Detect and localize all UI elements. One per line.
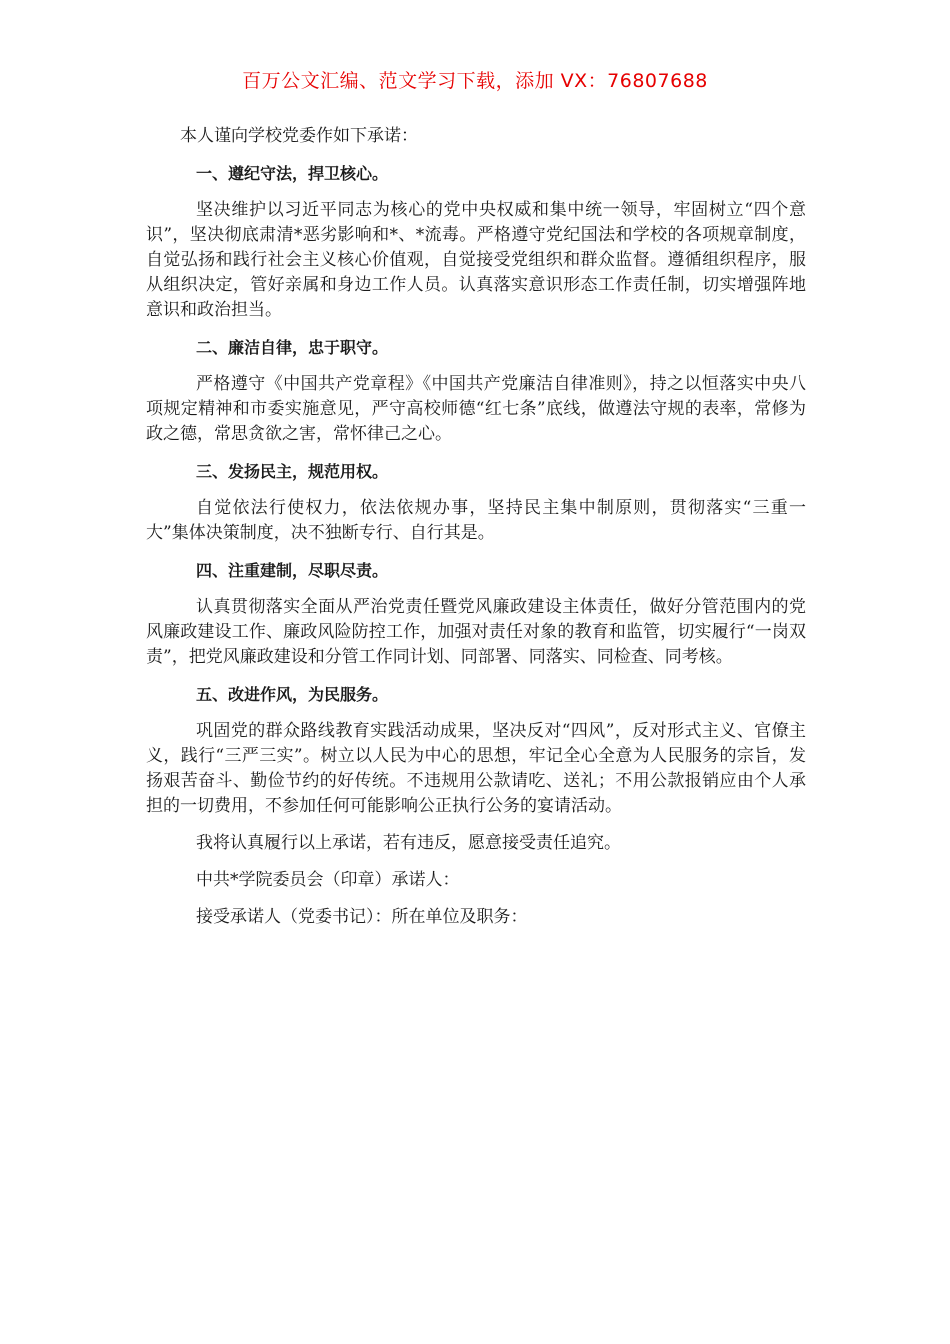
signature-committee: 中共*学院委员会（印章）承诺人： [196, 870, 460, 890]
section-body-5: 巩固党的群众路线教育实践活动成果，坚决反对“四风”，反对形式主义、官僚主义，践行“三严三实”。树立以人民为中心的思想，牢记全心全意为人民服务的宗旨，发扬艰苦奋斗、勤俭节约的好传统。不违规用公款请吃、送礼；不用公款报销应由个人承担的一切费用，不参加任何可能影响公正执行公务的宴请活动。 [146, 721, 806, 816]
document-body [146, 124, 806, 942]
section-heading-1: 一、遵纪守法，捍卫核心。 [196, 164, 389, 183]
section-heading-2: 二、廉洁自律，忠于职守。 [196, 338, 389, 357]
signature-secretary: 接受承诺人（党委书记）：所在单位及职务： [196, 907, 528, 927]
section-heading-3: 三、发扬民主，规范用权。 [196, 462, 389, 481]
pledge-statement: 我将认真履行以上承诺，若有违反，愿意接受责任追究。 [196, 833, 621, 853]
section-body-4: 认真贯彻落实全面从严治党责任暨党风廉政建设主体责任，做好分管范围内的党风廉政建设工作、廉政风险防控工作，加强对责任对象的教育和监管，切实履行“一岗双责”，把党风廉政建设和分管工作同计划、同部署、同落实、同检查、同考核。 [146, 597, 806, 667]
intro-text: 本人谨向学校党委作如下承诺： [180, 126, 418, 146]
section-body-2: 严格遵守《中国共产党章程》《中国共产党廉洁自律准则》，持之以恒落实中央八项规定精神和市委实施意见，严守高校师德“红七条”底线，做遵法守规的表率，常修为政之德，常思贪欲之害，常怀律己之心。 [146, 374, 806, 444]
watermark-banner: 百万公文汇编、范文学习下载，添加 VX：76807688 [242, 70, 708, 92]
section-heading-4: 四、注重建制，尽职尽责。 [196, 561, 389, 580]
section-body-3: 自觉依法行使权力，依法依规办事，坚持民主集中制原则，贯彻落实“三重一大”集体决策制度，决不独断专行、自行其是。 [146, 498, 806, 543]
section-body-1: 坚决维护以习近平同志为核心的党中央权威和集中统一领导，牢固树立“四个意识”，坚决彻底肃清*恶劣影响和*、*流毒。严格遵守党纪国法和学校的各项规章制度，自觉弘扬和践行社会主义核心价值观，自觉接受党组织和群众监督。遵循组织程序，服从组织决定，管好亲属和身边工作人员。认真落实意识形态工作责任制，切实增强阵地意识和政治担当。 [146, 200, 806, 320]
section-heading-5: 五、改进作风，为民服务。 [196, 685, 389, 704]
